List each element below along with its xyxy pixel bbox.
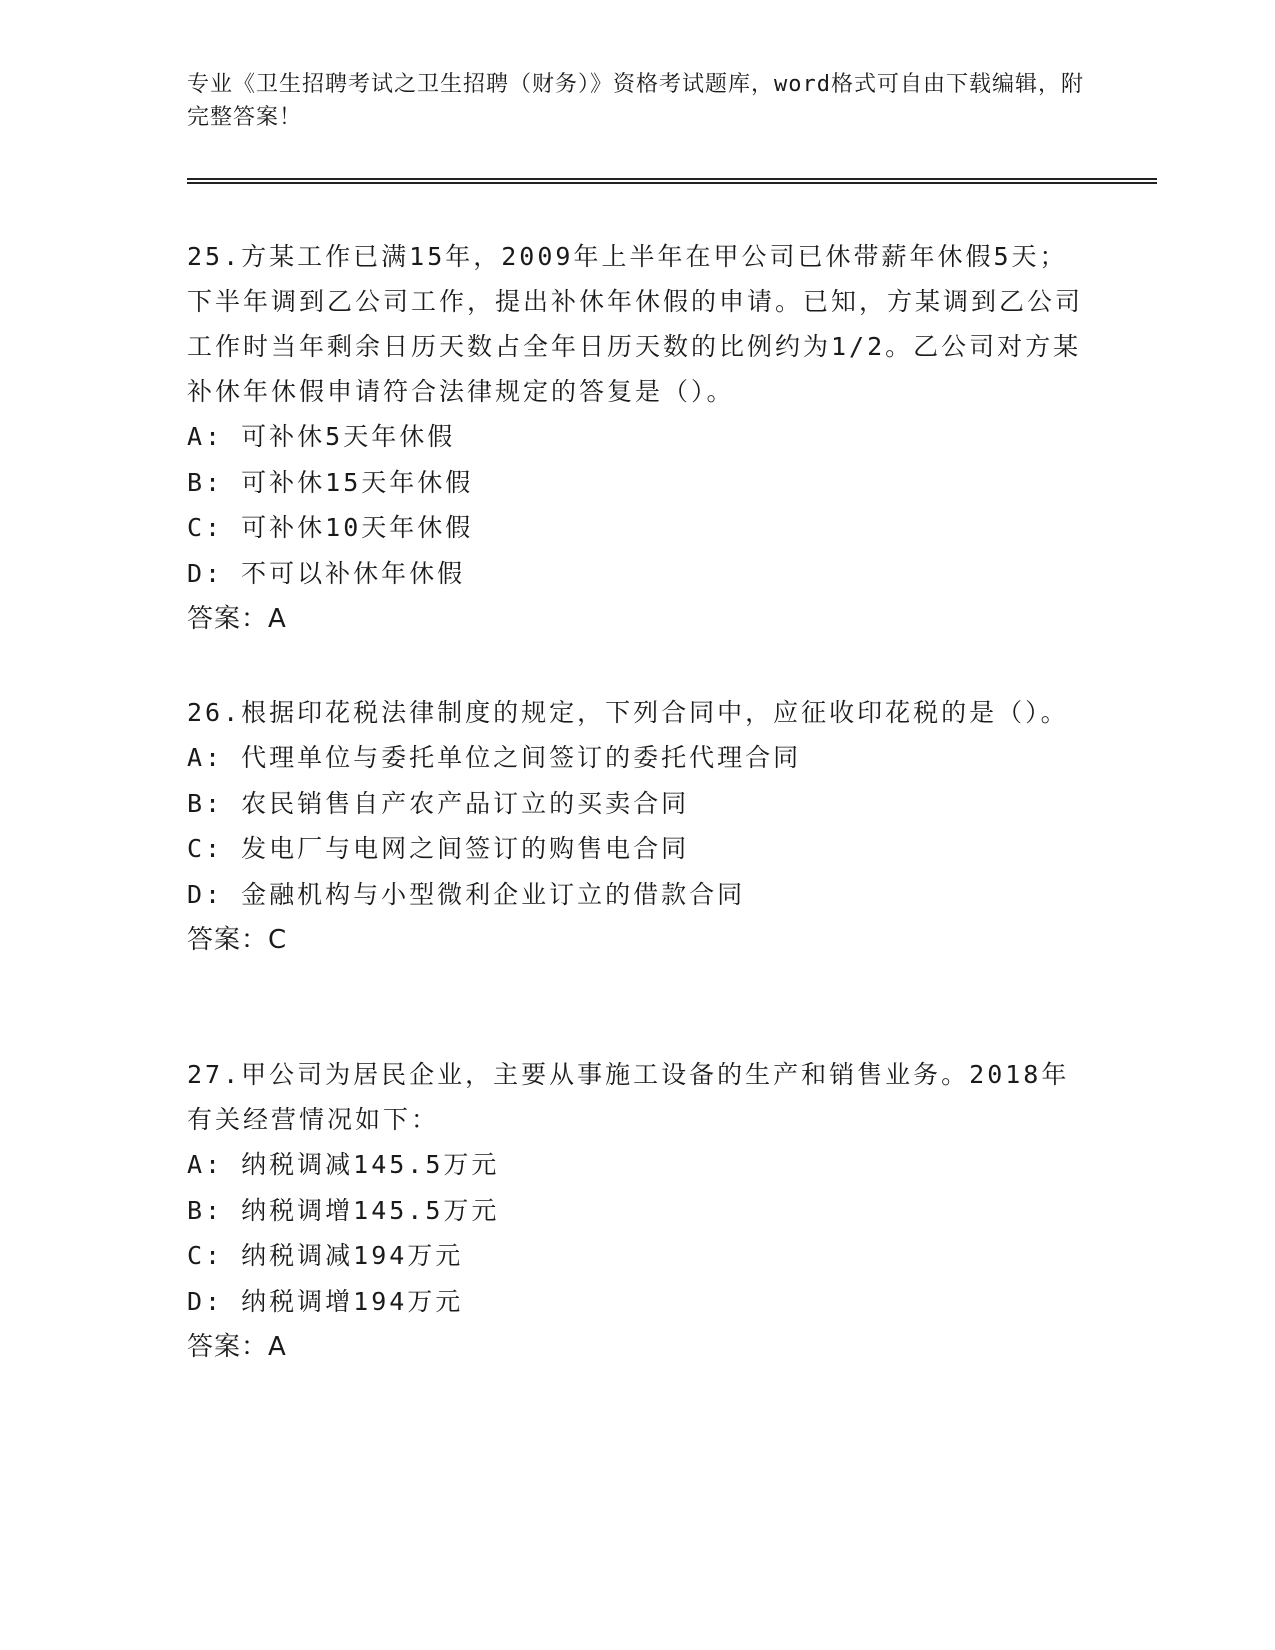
option-a: A: 代理单位与委托单位之间签订的委托代理合同 [187,743,802,772]
option-c: C: 纳税调减194万元 [187,1241,464,1270]
option-a: A: 纳税调减145.5万元 [187,1150,500,1179]
header-divider-top [187,178,1157,180]
question-text: 27.甲公司为居民企业，主要从事施工设备的生产和销售业务。2018年有关经营情况如下： [187,1060,1070,1134]
question-26 [187,690,1087,963]
question-text: 25.方某工作已满15年，2009年上半年在甲公司已休带薪年休假5天；下半年调到乙公司工作，提出补休年休假的申请。已知，方某调到乙公司工作时当年剩余日历天数占全年日历天数的比例约为1/2。乙公司对方某补休年休假申请符合法律规定的答复是（）。 [187,242,1084,406]
question-25 [187,234,1087,642]
header-divider-bottom [187,182,1157,184]
option-d: D: 金融机构与小型微利企业订立的借款合同 [187,879,746,909]
answer-line: 答案：C [187,925,288,955]
document-header: 专业《卫生招聘考试之卫生招聘（财务）》资格考试题库，word格式可自由下载编辑，附完整答案！ [187,72,1084,130]
question-27 [187,1052,1087,1370]
option-d: D: 不可以补休年休假 [187,558,466,588]
answer-line: 答案：A [187,604,287,634]
option-d: D: 纳税调增194万元 [187,1286,464,1316]
option-b: B: 纳税调增145.5万元 [187,1195,500,1225]
question-text: 26.根据印花税法律制度的规定，下列合同中，应征收印花税的是（）。 [187,698,1069,727]
option-b: B: 可补休15天年休假 [187,467,474,497]
option-b: B: 农民销售自产农产品订立的买卖合同 [187,788,690,818]
option-a: A: 可补休5天年休假 [187,422,456,451]
option-c: C: 发电厂与电网之间签订的购售电合同 [187,834,690,863]
answer-line: 答案：A [187,1332,287,1362]
option-c: C: 可补休10天年休假 [187,513,474,542]
